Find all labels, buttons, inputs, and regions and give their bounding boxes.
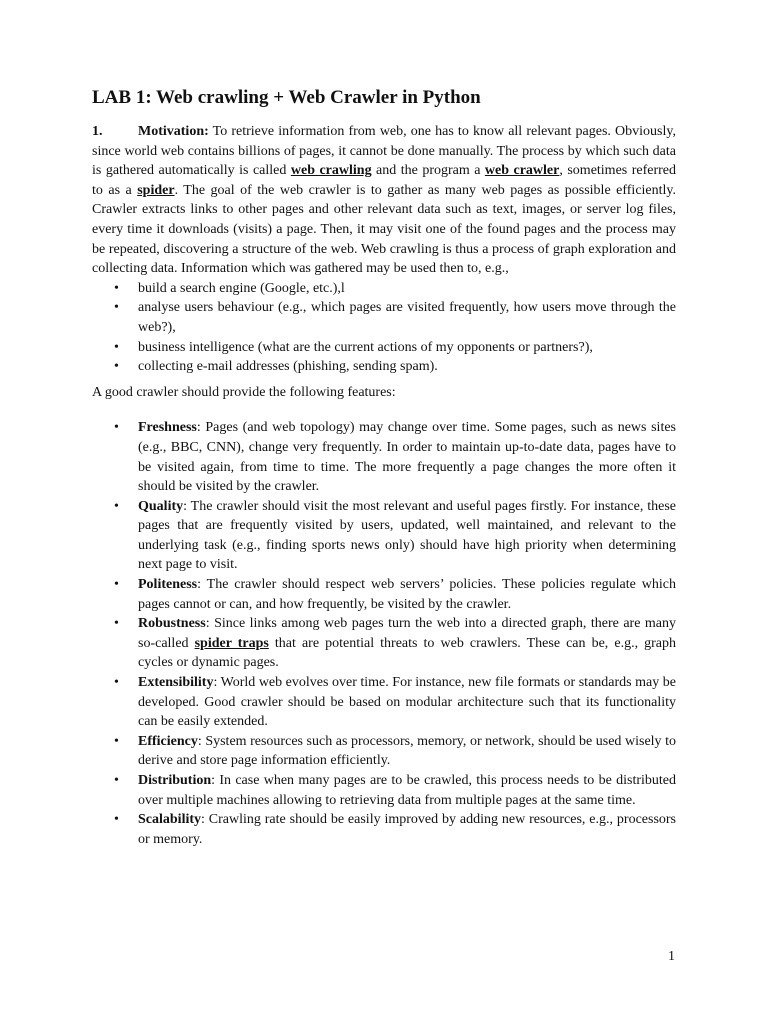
list-item-text: analyse users behaviour (e.g., which pages are visited frequently, how users move through the web?),	[138, 300, 676, 335]
list-item-text: build a search engine (Google, etc.),l	[138, 280, 345, 296]
text-span: To retrieve information from web, one has to know all relevant pages. Obviously, since world web contains billions of pages, it cannot be done manually. The process by which such data is gathered automatically is called	[92, 124, 676, 179]
feature-text: : World web evolves over time. For instance, new file formats or standards may be developed. Good crawler should be based on modular architecture such that its functionality can be easily extended.	[138, 675, 676, 730]
bullet-icon: •	[114, 498, 119, 514]
feature-text: : The crawler should visit the most relevant and useful pages firstly. For instance, these pages that are frequently visited by users, updated, well maintained, and relevant to the underlying task (e.g., finding sports news only) should have high priority when determining next page to visit.	[138, 498, 676, 573]
page-title: LAB 1: Web crawling + Web Crawler in Python	[92, 87, 481, 108]
term-spider: spider	[137, 182, 175, 198]
list-item-text: business intelligence (what are the current actions of my opponents or partners?),	[138, 339, 593, 355]
feature-text: : In case when many pages are to be crawled, this process needs to be distributed over multiple machines allowing to retrieving data from multiple pages at the same time.	[138, 773, 676, 808]
feature-text: that are potential threats to web crawlers. These can be, e.g., graph cycles or dynamic pages.	[138, 635, 677, 671]
feature-extensibility	[92, 673, 676, 732]
bullet-icon: •	[114, 280, 119, 296]
term-web-crawling: web crawling	[290, 163, 372, 179]
feature-term: Scalability	[138, 812, 202, 828]
feature-term: Efficiency	[138, 733, 198, 749]
feature-efficiency	[92, 732, 676, 771]
term-spider-traps: spider traps	[194, 635, 269, 651]
list-item	[92, 279, 676, 299]
feature-term: Quality	[138, 498, 184, 514]
bullet-icon: •	[114, 577, 119, 593]
section-number: 1.	[92, 124, 103, 139]
bullet-icon: •	[114, 359, 119, 375]
feature-term: Robustness	[138, 616, 206, 632]
motivation-paragraph	[92, 122, 676, 279]
section-heading: Motivation:	[138, 124, 209, 139]
list-item	[92, 357, 676, 377]
bullet-icon: •	[114, 675, 119, 691]
list-item-text: collecting e-mail addresses (phishing, sending spam).	[138, 359, 438, 375]
text-span: and the program a	[371, 163, 485, 179]
feature-text: : Crawling rate should be easily improved by adding new resources, e.g., processors or memory.	[138, 812, 676, 847]
feature-text: : Since links among web pages turn the web into a directed graph, there are many so-called	[138, 616, 676, 651]
feature-text: : System resources such as processors, memory, or network, should be used wisely to derive and store page information efficiently.	[138, 733, 676, 769]
uses-list	[92, 279, 676, 377]
bullet-icon: •	[114, 339, 119, 355]
text-span: , sometimes referred to as a	[92, 163, 677, 198]
feature-term: Distribution	[138, 773, 212, 788]
feature-text: : Pages (and web topology) may change over time. Some pages, such as news sites (e.g., BBC, CNN), change very frequently. In order to maintain up-to-date data, pages have to be visited again, from time to time. The more frequently a page changes the more often it should be visited by the crawler.	[138, 420, 676, 495]
term-web-crawler: web crawler	[484, 163, 560, 179]
feature-term: Extensibility	[138, 675, 214, 691]
text-span: . The goal of the web crawler is to gather as many web pages as possible efficiently. Crawler extracts links to other pages and other relevant data such as text, images, or server log files, every time it downloads (visits) a page. Then, it may visit one of the found pages and the process may be repeated, discovering a structure of the web. Web crawling is thus a process of graph exploration and collecting data. Information which was gathered may be used then to, e.g.,	[92, 182, 677, 277]
page-number: 1	[668, 949, 675, 964]
list-item	[92, 298, 676, 337]
bullet-icon: •	[114, 812, 119, 828]
bullet-icon: •	[114, 733, 119, 749]
bullet-icon: •	[114, 420, 119, 436]
features-intro: A good crawler should provide the following features:	[92, 384, 396, 400]
feature-term: Politeness	[138, 577, 198, 593]
feature-quality	[92, 497, 676, 575]
bullet-icon: •	[114, 300, 119, 316]
features-list	[92, 418, 676, 849]
bullet-icon: •	[114, 773, 119, 788]
list-item	[92, 338, 676, 358]
feature-distribution	[92, 771, 676, 810]
document-body	[92, 122, 676, 849]
feature-scalability	[92, 810, 676, 849]
feature-politeness	[92, 575, 676, 614]
feature-term: Freshness	[138, 420, 197, 436]
feature-text: : The crawler should respect web servers’ policies. These policies regulate which pages cannot or can, and how frequently, be visited by the crawler.	[138, 577, 676, 612]
bullet-icon: •	[114, 616, 119, 632]
feature-freshness	[92, 418, 676, 496]
feature-robustness	[92, 614, 676, 673]
